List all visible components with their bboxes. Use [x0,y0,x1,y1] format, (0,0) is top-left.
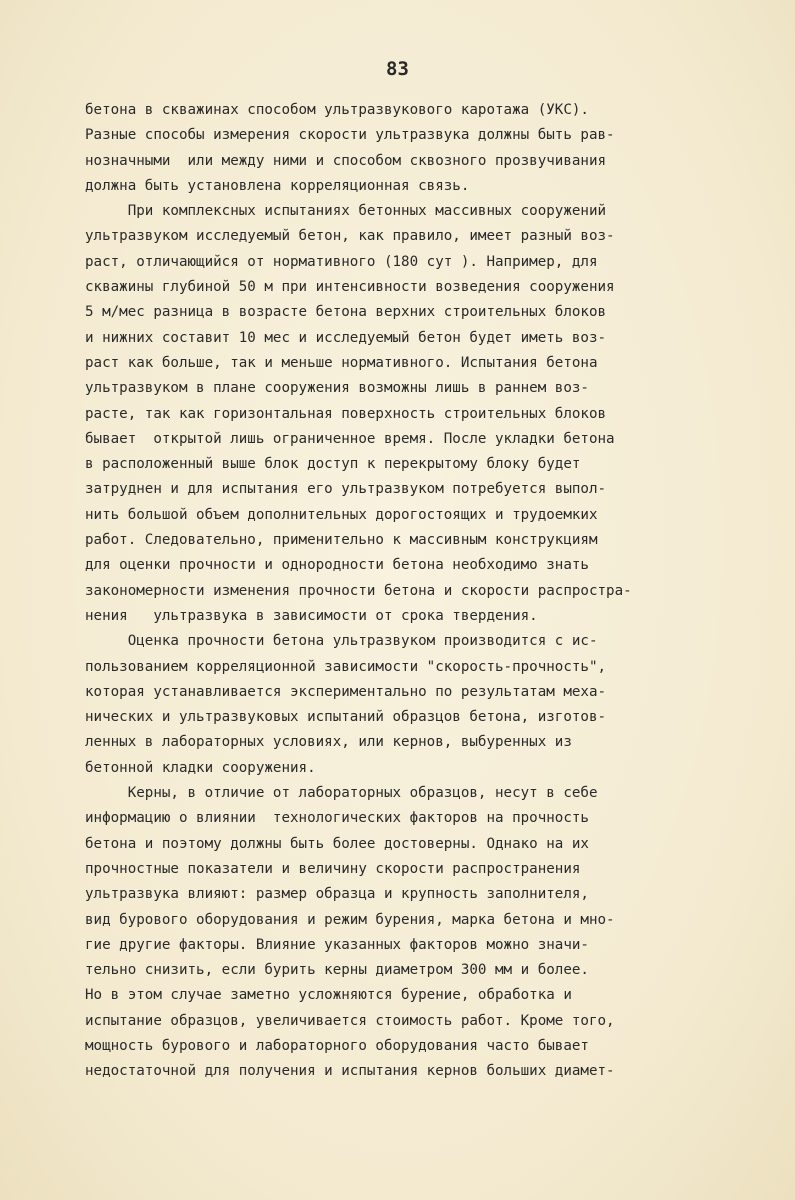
text-line: нить большой объем дополнительных дорогостоящих и трудоемких [85,506,598,523]
text-line: пользованием корреляционной зависимости "скорость-прочность", [85,658,607,675]
text-line: прочностные показатели и величину скорости распространения [85,860,581,877]
text-line: раст как больше, так и меньше нормативного. Испытания бетона [85,354,598,371]
text-line: бетона в скважинах способом ультразвукового каротажа (УКС). [85,102,589,118]
text-line: Керны, в отличие от лабораторных образцов, несут в себе [85,785,598,802]
text-line: расте, так как горизонтальная поверхность строительных блоков [85,405,607,422]
text-line: вид бурового оборудования и режим бурения, марка бетона и мно- [85,911,615,928]
text-line: в расположенный выше блок доступ к перекрытому блоку будет [85,456,581,473]
text-line: ультразвука влияют: размер образца и крупность заполнителя, [85,886,589,903]
text-line: ленных в лабораторных условиях, или кернов, выбуренных из [85,734,572,751]
text-line: затруднен и для испытания его ультразвуком потребуется выпол- [85,481,607,498]
text-line: бывает открытой лишь ограниченное время. После укладки бетона [85,430,615,447]
text-line: ультразвуком в плане сооружения возможны лишь в раннем воз- [85,380,589,397]
page-number: 83 [386,58,409,80]
text-line: испытание образцов, увеличивается стоимость работ. Кроме того, [85,1012,615,1029]
text-line: для оценки прочности и однородности бетона необходимо знать [85,557,589,574]
text-line: мощность бурового и лабораторного оборудования часто бывает [85,1037,589,1054]
text-line: ультразвуком исследуемый бетон, как правило, имеет разный воз- [85,228,615,245]
text-line: тельно снизить, если бурить керны диаметром 300 мм и более. [85,962,589,979]
body-text [85,98,725,1085]
text-line: При комплексных испытаниях бетонных массивных сооружений [85,203,607,220]
text-line: и нижних составит 10 мес и исследуемый бетон будет иметь воз- [85,329,607,346]
text-line: бетона и поэтому должны быть более достоверны. Однако на их [85,835,589,852]
text-line: должна быть установлена корреляционная связь. [85,177,470,194]
text-line: скважины глубиной 50 м при интенсивности возведения сооружения [85,279,615,296]
text-line: нения ультразвука в зависимости от срока твердения. [85,607,538,624]
text-line: Но в этом случае заметно усложняются бурение, обработка и [85,987,572,1004]
text-line: недостаточной для получения и испытания кернов больших диамет- [85,1063,615,1080]
text-line: информацию о влиянии технологических факторов на прочность [85,810,589,827]
text-line: закономерности изменения прочности бетона и скорости распростра- [85,582,632,599]
text-line: работ. Следовательно, применительно к массивным конструкциям [85,532,598,549]
text-line: 5 м/мес разница в возрасте бетона верхних строительных блоков [85,304,607,321]
text-line: Разные способы измерения скорости ультразвука должны быть рав- [85,127,615,144]
text-line: гие другие факторы. Влияние указанных факторов можно значи- [85,936,589,953]
text-line: нозначными или между ними и способом сквозного прозвучивания [85,152,607,169]
text-line: которая устанавливается экспериментально по результатам меха- [85,683,607,700]
text-line: раст, отличающийся от нормативного (180 сут ). Например, для [85,253,598,270]
text-line: нических и ультразвуковых испытаний образцов бетона, изготов- [85,709,607,726]
text-line: бетонной кладки сооружения. [85,759,316,776]
text-line: Оценка прочности бетона ультразвуком производится с ис- [85,633,598,650]
